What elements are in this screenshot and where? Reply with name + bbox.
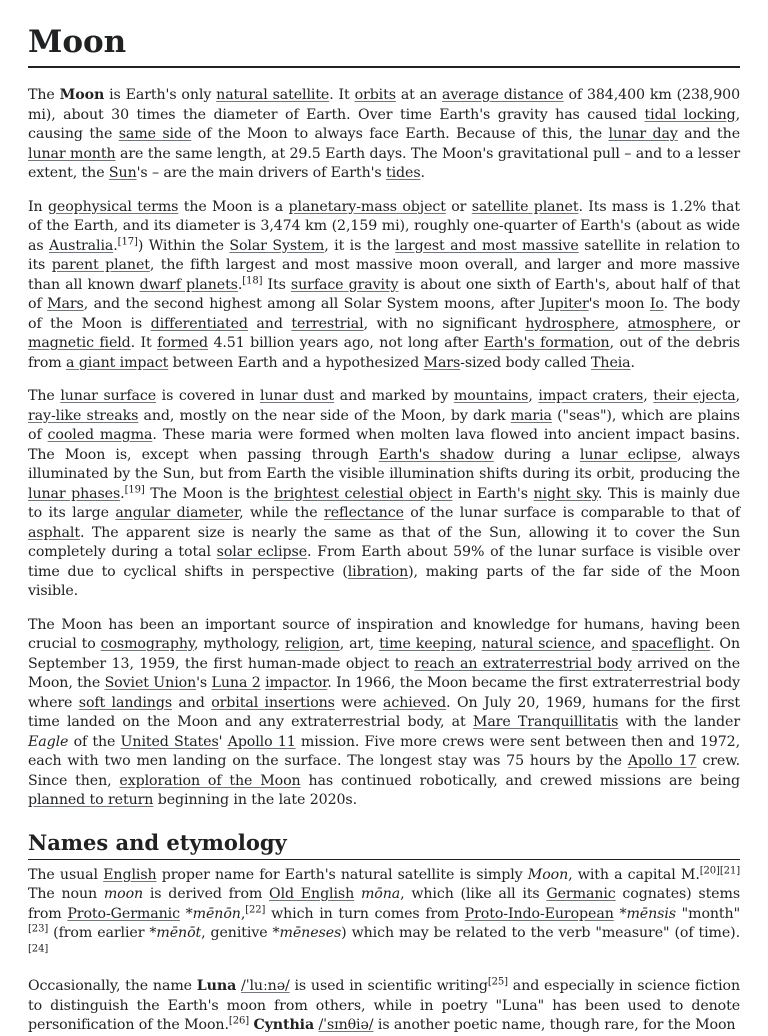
text-run: , bbox=[240, 905, 246, 922]
text-run: the Moon is a bbox=[178, 198, 289, 215]
italic-term: mēnsis bbox=[626, 905, 676, 922]
paragraph-geophysical bbox=[28, 198, 740, 374]
text-run: , it is the bbox=[324, 237, 396, 254]
text-run: , the fifth largest and most massive moon overall, and larger and more massive than all known bbox=[28, 257, 740, 293]
text-run: 's bbox=[196, 675, 212, 691]
article-link[interactable]: /ˈluːnə/ bbox=[241, 978, 290, 994]
text-run: , and the second highest among all Solar System moons, after bbox=[83, 296, 541, 312]
article-link[interactable]: Mars bbox=[423, 354, 461, 371]
article-link[interactable]: their ejecta bbox=[653, 388, 736, 404]
text-run: in Earth's bbox=[452, 485, 534, 502]
text-run: is used in scientific writing bbox=[289, 978, 488, 994]
text-run: , with no significant bbox=[363, 315, 526, 332]
text-run: 's – are the main drivers of Earth's bbox=[136, 165, 387, 181]
text-run: Occasionally, the name bbox=[28, 978, 197, 994]
text-run: The bbox=[28, 87, 60, 103]
article-link[interactable]: Earth's formation bbox=[483, 335, 610, 351]
article-link[interactable]: Sun bbox=[108, 165, 137, 181]
article-link[interactable]: cooled magma bbox=[47, 427, 153, 443]
text-run: , out of the debris from bbox=[28, 335, 740, 371]
citation-link[interactable]: [23] bbox=[28, 923, 49, 935]
article-link[interactable]: natural science bbox=[481, 636, 592, 652]
text-run: satellite in relation to its bbox=[28, 237, 740, 273]
article-link[interactable]: formed bbox=[157, 335, 208, 351]
text-run: . Its mass is 1.2% that of the Earth, and its diameter is 3,474 km (2,159 mi), roughly one-quarter of Earth's (about as wide as bbox=[28, 198, 741, 254]
text-run: The noun bbox=[28, 886, 104, 902]
article-link[interactable]: Mare Tranquillitatis bbox=[472, 714, 619, 730]
text-run: , which (like all its bbox=[400, 886, 547, 902]
text-run: and marked by bbox=[333, 388, 454, 404]
citation-link[interactable]: [21] bbox=[719, 864, 741, 876]
text-run: . The apparent size is nearly the same as that of the Sun, allowing it to cover the Sun completely during a total bbox=[28, 524, 740, 560]
article-link[interactable]: cosmography bbox=[100, 636, 194, 652]
citation-link[interactable]: [25] bbox=[487, 976, 508, 988]
text-run: cognates) stems from bbox=[28, 886, 741, 922]
paragraph-etymology bbox=[28, 866, 740, 964]
article-link[interactable]: exploration of the Moon bbox=[119, 772, 301, 789]
article-link[interactable]: Proto-Germanic bbox=[67, 905, 180, 922]
text-run: , mythology, bbox=[193, 636, 285, 652]
article-link[interactable]: differentiated bbox=[150, 315, 248, 332]
article-link[interactable]: United States bbox=[120, 733, 219, 750]
article-link[interactable]: magnetic field bbox=[28, 335, 131, 351]
paragraph-history bbox=[28, 616, 740, 811]
paragraph-luna bbox=[28, 977, 740, 1036]
citation-link[interactable]: [19] bbox=[124, 483, 145, 495]
text-run: The Moon has been an important source of inspiration and knowledge for humans, having been crucial to bbox=[28, 616, 740, 652]
paragraph-surface bbox=[28, 387, 740, 602]
text-run: during a bbox=[493, 446, 580, 463]
text-run: , causing the bbox=[28, 106, 741, 142]
article-link[interactable]: angular diameter bbox=[115, 505, 240, 521]
section-heading-names: Names and etymology bbox=[28, 829, 740, 860]
article-link[interactable]: satellite planet bbox=[471, 198, 579, 215]
text-run: and, mostly on the near side of the Moon, by dark bbox=[138, 407, 511, 424]
text-run: . On September 13, 1959, the first human-made object to bbox=[28, 636, 740, 672]
article-link[interactable]: same side bbox=[118, 126, 192, 142]
text-run: is derived from bbox=[143, 886, 270, 902]
article-link[interactable]: orbital insertions bbox=[211, 694, 335, 711]
article-link[interactable]: Jupiter bbox=[540, 296, 589, 312]
article-link[interactable]: reach an extraterrestrial body bbox=[414, 655, 632, 672]
text-run: , and bbox=[591, 636, 632, 652]
text-run: which in turn comes from bbox=[265, 905, 465, 922]
article-link[interactable]: Solar System bbox=[229, 237, 325, 254]
citation-link[interactable]: [20] bbox=[699, 864, 720, 876]
text-run: * bbox=[179, 905, 193, 922]
bold-term: Luna bbox=[196, 978, 237, 994]
article-link[interactable]: night sky bbox=[533, 485, 598, 502]
article-link[interactable]: achieved bbox=[383, 694, 447, 711]
text-run: is about one sixth of Earth's, about half of that of bbox=[28, 276, 740, 312]
text-run: "month" bbox=[675, 905, 740, 922]
text-run: , bbox=[614, 315, 628, 332]
text-run: In bbox=[28, 198, 48, 215]
text-run: . bbox=[120, 485, 125, 502]
article-link[interactable]: Apollo 17 bbox=[627, 753, 697, 769]
text-run: , while the bbox=[239, 505, 325, 521]
article-link[interactable]: natural satellite bbox=[216, 87, 330, 103]
citation-link[interactable]: [18] bbox=[242, 274, 263, 286]
article-link[interactable]: Soviet Union bbox=[104, 675, 197, 691]
text-run: of the Moon to always face Earth. Because of this, the bbox=[191, 126, 609, 142]
article-link[interactable]: average distance bbox=[442, 87, 564, 103]
article-link[interactable]: lunar phases bbox=[28, 485, 121, 502]
article-link[interactable]: Mars bbox=[47, 296, 84, 312]
text-run: . bbox=[113, 237, 118, 254]
article-link[interactable]: time keeping bbox=[379, 636, 473, 652]
text-run: The Moon is the bbox=[144, 485, 275, 502]
text-run: ), making parts of the far side of the Moon visible. bbox=[28, 563, 740, 599]
article-link[interactable]: ray-like streaks bbox=[28, 407, 139, 424]
text-run: The bbox=[28, 388, 61, 404]
article-link[interactable]: Theia bbox=[591, 354, 631, 371]
article-link[interactable]: tides bbox=[386, 165, 421, 181]
article-link[interactable]: atmosphere bbox=[627, 315, 712, 332]
text-run: , art, bbox=[339, 636, 380, 652]
italic-term: mēneses bbox=[279, 925, 342, 941]
text-run: between Earth and a hypothesized bbox=[168, 354, 424, 371]
text-run: . bbox=[420, 165, 425, 181]
text-run: . From Earth about 59% of the lunar surface is visible over time due to cyclical shifts in perspective ( bbox=[28, 544, 740, 580]
article-link[interactable]: planned to return bbox=[28, 792, 154, 808]
text-run: and bbox=[172, 694, 212, 711]
text-run: * bbox=[613, 905, 627, 922]
article-link[interactable]: soft landings bbox=[78, 694, 172, 711]
citation-link[interactable]: [17] bbox=[117, 235, 138, 247]
text-run: . On July 20, 1969, humans for the first time landed on the Moon and any extraterrestrial body, at bbox=[28, 694, 740, 730]
text-run: . This is mainly due to its large bbox=[28, 485, 741, 521]
text-run: of the lunar surface is comparable to that of bbox=[403, 505, 741, 521]
text-run: (from earlier * bbox=[48, 925, 157, 941]
text-run: . It bbox=[329, 87, 355, 103]
article-link[interactable]: largest and most massive bbox=[395, 237, 579, 254]
article-link[interactable]: surface gravity bbox=[290, 276, 399, 293]
article-link[interactable]: Io bbox=[649, 296, 664, 312]
text-run: 4.51 billion years ago, not long after bbox=[208, 335, 484, 351]
text-run: proper name for Earth's natural satellite is simply bbox=[156, 866, 528, 883]
article-link[interactable]: /ˈsɪnθiə/ bbox=[318, 1017, 374, 1033]
article-link[interactable]: tidal locking bbox=[644, 106, 736, 123]
italic-term: mēnōn bbox=[192, 905, 241, 922]
text-run: , bbox=[643, 388, 654, 404]
article-link[interactable]: asphalt bbox=[28, 524, 80, 541]
text-run: are the same length, at 29.5 Earth days. The Moon's gravitational pull – and to a lesser extent, the bbox=[28, 145, 741, 181]
citation-link[interactable]: [24] bbox=[28, 942, 49, 954]
text-run: 's moon bbox=[588, 296, 650, 312]
italic-term: mēnōt bbox=[156, 925, 202, 941]
text-run: ' bbox=[218, 733, 228, 750]
text-run: of the bbox=[68, 733, 121, 750]
article-link[interactable]: brightest celestial object bbox=[274, 485, 453, 502]
article-link[interactable]: libration bbox=[347, 563, 409, 580]
article-link[interactable]: spaceflight bbox=[631, 636, 711, 652]
text-run: , bbox=[472, 636, 482, 652]
italic-term: mōna bbox=[360, 886, 401, 902]
text-run: and bbox=[247, 315, 292, 332]
text-run: ("seas"), which are plains of bbox=[28, 407, 740, 443]
citation-link[interactable]: [26] bbox=[228, 1015, 250, 1027]
article-link[interactable]: terrestrial bbox=[291, 315, 364, 332]
text-run: has continued robotically, and crewed missions are being bbox=[300, 772, 740, 789]
article-link[interactable]: Luna 2 bbox=[211, 675, 261, 691]
text-run: , bbox=[735, 388, 741, 404]
text-run: mission. Five more crews were sent between then and 1972, each with two men landing on the surface. The longest stay was 75 hours by the bbox=[28, 733, 740, 769]
text-run: . bbox=[630, 354, 635, 371]
text-run: is Earth's only bbox=[104, 87, 217, 103]
text-run: or bbox=[445, 198, 472, 215]
article-link[interactable]: lunar month bbox=[28, 145, 116, 162]
article-link[interactable]: Apollo 11 bbox=[227, 733, 296, 750]
article-link[interactable]: a giant impact bbox=[66, 354, 169, 371]
article-link[interactable]: orbits bbox=[354, 87, 396, 103]
article-link[interactable]: impactor bbox=[265, 675, 328, 691]
italic-term: moon bbox=[103, 886, 144, 902]
text-run: and especially in science fiction to distinguish the Earth's moon from others, while in poetry "Luna" has been used to denote personification of the Moon. bbox=[28, 978, 740, 1033]
article-link[interactable]: impact craters bbox=[538, 388, 644, 404]
article-link[interactable]: Earth's shadow bbox=[378, 446, 494, 463]
text-run: -sized body called bbox=[460, 354, 592, 371]
article-link[interactable]: solar eclipse bbox=[216, 544, 308, 560]
text-run: is covered in bbox=[156, 388, 261, 404]
text-run: . bbox=[237, 276, 243, 293]
article-link[interactable]: lunar day bbox=[608, 126, 678, 142]
text-run: , or bbox=[711, 315, 740, 332]
article-link[interactable]: lunar dust bbox=[260, 388, 334, 404]
text-run: of 384,400 km (238,900 mi), about 30 times the diameter of Earth. Over time Earth's gravity has caused bbox=[28, 87, 740, 123]
text-run: and the bbox=[677, 126, 740, 142]
article-link[interactable]: lunar eclipse bbox=[579, 446, 678, 463]
article-link[interactable]: religion bbox=[284, 636, 340, 652]
bold-term: Cynthia bbox=[253, 1017, 315, 1033]
article-link[interactable]: mountains bbox=[453, 388, 529, 404]
article-link[interactable]: maria bbox=[510, 407, 552, 424]
text-run: crew. Since then, bbox=[28, 753, 740, 789]
article-link[interactable]: planetary-mass object bbox=[288, 198, 446, 215]
text-run: , genitive * bbox=[201, 925, 280, 941]
article-link[interactable]: Australia bbox=[49, 237, 114, 254]
text-run: is another poetic name, though rare, for the Moon bbox=[373, 1017, 736, 1033]
article-link[interactable]: hydrosphere bbox=[525, 315, 615, 332]
text-run: , always illuminated by the Sun, but from Earth the visible illumination shifts during its orbit, producing the bbox=[28, 446, 740, 482]
text-run: . The body of the Moon is bbox=[28, 296, 741, 332]
article-link[interactable]: Proto-Indo-European bbox=[464, 905, 614, 922]
page-title: Moon bbox=[28, 22, 740, 68]
text-run: ) which may be related to the verb "measure" (of time). bbox=[341, 925, 740, 941]
text-run: ) Within the bbox=[137, 237, 230, 254]
text-run: . In 1966, the Moon became the first extraterrestrial body where bbox=[28, 675, 741, 711]
text-run: at an bbox=[395, 87, 442, 103]
text-run bbox=[354, 886, 361, 902]
article-link[interactable]: Old English bbox=[269, 886, 355, 902]
citation-link[interactable]: [22] bbox=[245, 903, 266, 915]
article-link[interactable]: reflectance bbox=[324, 505, 404, 521]
text-run: . These maria were formed when molten lava flowed into ancient impact basins. The Moon is, except when passing through bbox=[28, 427, 740, 463]
text-run: arrived on the Moon, the bbox=[28, 655, 740, 691]
article-link[interactable]: geophysical terms bbox=[47, 198, 179, 215]
text-run: with the lander bbox=[618, 714, 741, 730]
text-run: , bbox=[528, 388, 539, 404]
article-link[interactable]: Germanic bbox=[546, 886, 616, 902]
paragraph-intro bbox=[28, 86, 740, 184]
article-link[interactable]: parent planet bbox=[51, 257, 150, 273]
text-run: beginning in the late 2020s. bbox=[153, 792, 358, 808]
article-link[interactable]: English bbox=[103, 866, 157, 883]
text-run: The usual bbox=[28, 866, 104, 883]
text-run: . It bbox=[130, 335, 158, 351]
article-link[interactable]: lunar surface bbox=[60, 388, 157, 404]
italic-term: Eagle bbox=[28, 733, 69, 750]
text-run: Its bbox=[262, 276, 291, 293]
italic-term: Moon bbox=[527, 866, 569, 883]
text-run: were bbox=[334, 694, 383, 711]
text-run: , with a capital M. bbox=[568, 866, 700, 883]
bold-term: Moon bbox=[59, 87, 105, 103]
article-link[interactable]: dwarf planets bbox=[139, 276, 238, 293]
